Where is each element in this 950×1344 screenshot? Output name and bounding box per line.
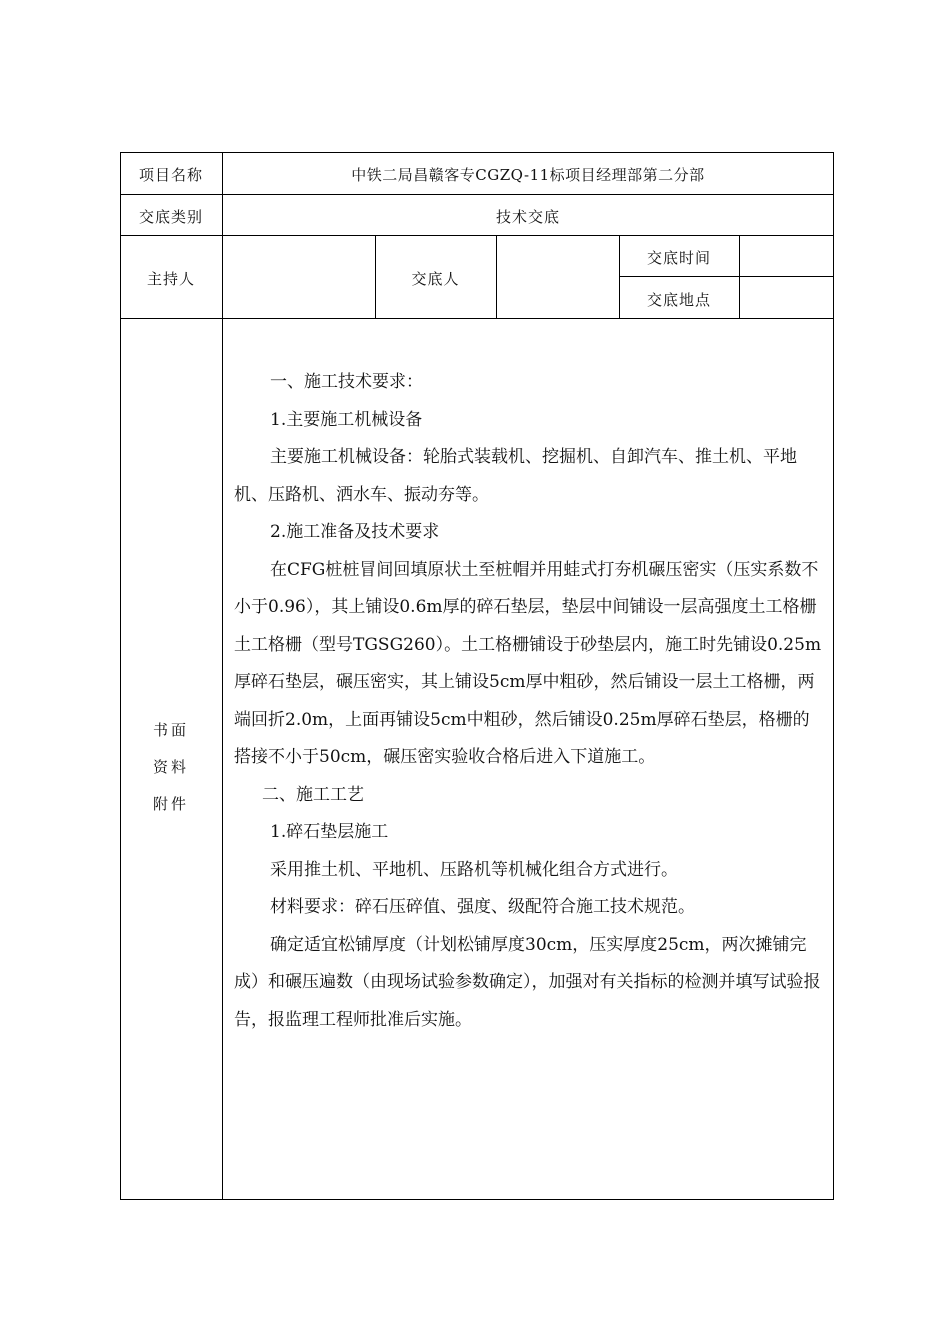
time-label: 交底时间 (646, 249, 711, 267)
place-label: 交底地点 (646, 291, 711, 309)
section-2-title: 二、施工工艺 (262, 784, 364, 805)
project-name-value: 中铁二局昌赣客专CGZQ-11标项目经理部第二分部 (351, 166, 705, 184)
table-border-right (833, 152, 834, 1200)
presenter-label: 交底人 (411, 270, 460, 288)
section-2-1-text-2: 材料要求：碎石压碎值、强度、级配符合施工技术规范。 (270, 897, 695, 917)
section-2-1-title: 1.碎石垫层施工 (270, 822, 389, 842)
row-divider-3 (120, 318, 834, 319)
side-label-line-1: 书面 (152, 721, 189, 739)
side-label-line-3: 附件 (152, 795, 189, 813)
section-1-title: 一、施工技术要求： (270, 372, 423, 392)
section-1-1-title: 1.主要施工机械设备 (270, 409, 423, 430)
col-divider-d (739, 235, 740, 318)
side-label-line-2: 资料 (152, 758, 189, 776)
table-border-bottom (120, 1199, 834, 1200)
row-divider-1 (120, 194, 834, 195)
section-2-1-text-3: 确定适宜松铺厚度（计划松铺厚度30cm，压实厚度25cm，两次摊铺完成）和碾压遍数（由现场试验参数确定），加强对有关指标的检测并填写试验报告，报监理工程师批准后实施。 (234, 934, 821, 1030)
table-border-top (120, 152, 834, 153)
row-divider-2 (120, 235, 834, 236)
label-column-divider (222, 152, 223, 1200)
section-1-2-text: 在CFG桩桩冒间回填原状土至桩帽并用蛙式打夯机碾压密实（压实系数不小于0.96），其上铺设0.6m厚的碎石垫层，垫层中间铺设一层高强度土工格栅土工格栅（型号TGSG260）。土工格栅铺设于砂垫层内，施工时先铺设0.25m厚碎石垫层，碾压密实，其上铺设5cm厚中粗砂，然后铺设一层土工格栅，两端回折2.0m，上面再铺设5cm中粗砂，然后铺设0.25m厚碎石垫层，格栅的搭接不小于50cm，碾压密实验收合格后进入下道施工。 (234, 559, 822, 767)
row-divider-time-place (619, 276, 834, 277)
section-2-1-text-1: 采用推土机、平地机、压路机等机械化组合方式进行。 (270, 859, 678, 880)
written-materials-attachment-label (120, 712, 222, 823)
host-label: 主持人 (146, 270, 195, 288)
project-name-label: 项目名称 (138, 166, 203, 184)
category-label: 交底类别 (138, 208, 203, 226)
category-value: 技术交底 (495, 208, 560, 226)
section-1-2-title: 2.施工准备及技术要求 (270, 522, 440, 542)
table-border-left (120, 152, 121, 1200)
handover-content (234, 364, 826, 1039)
col-divider-b (496, 235, 497, 318)
section-1-1-text: 主要施工机械设备：轮胎式装载机、挖掘机、自卸汽车、推土机、平地机、压路机、洒水车、振动夯等。 (234, 447, 797, 505)
